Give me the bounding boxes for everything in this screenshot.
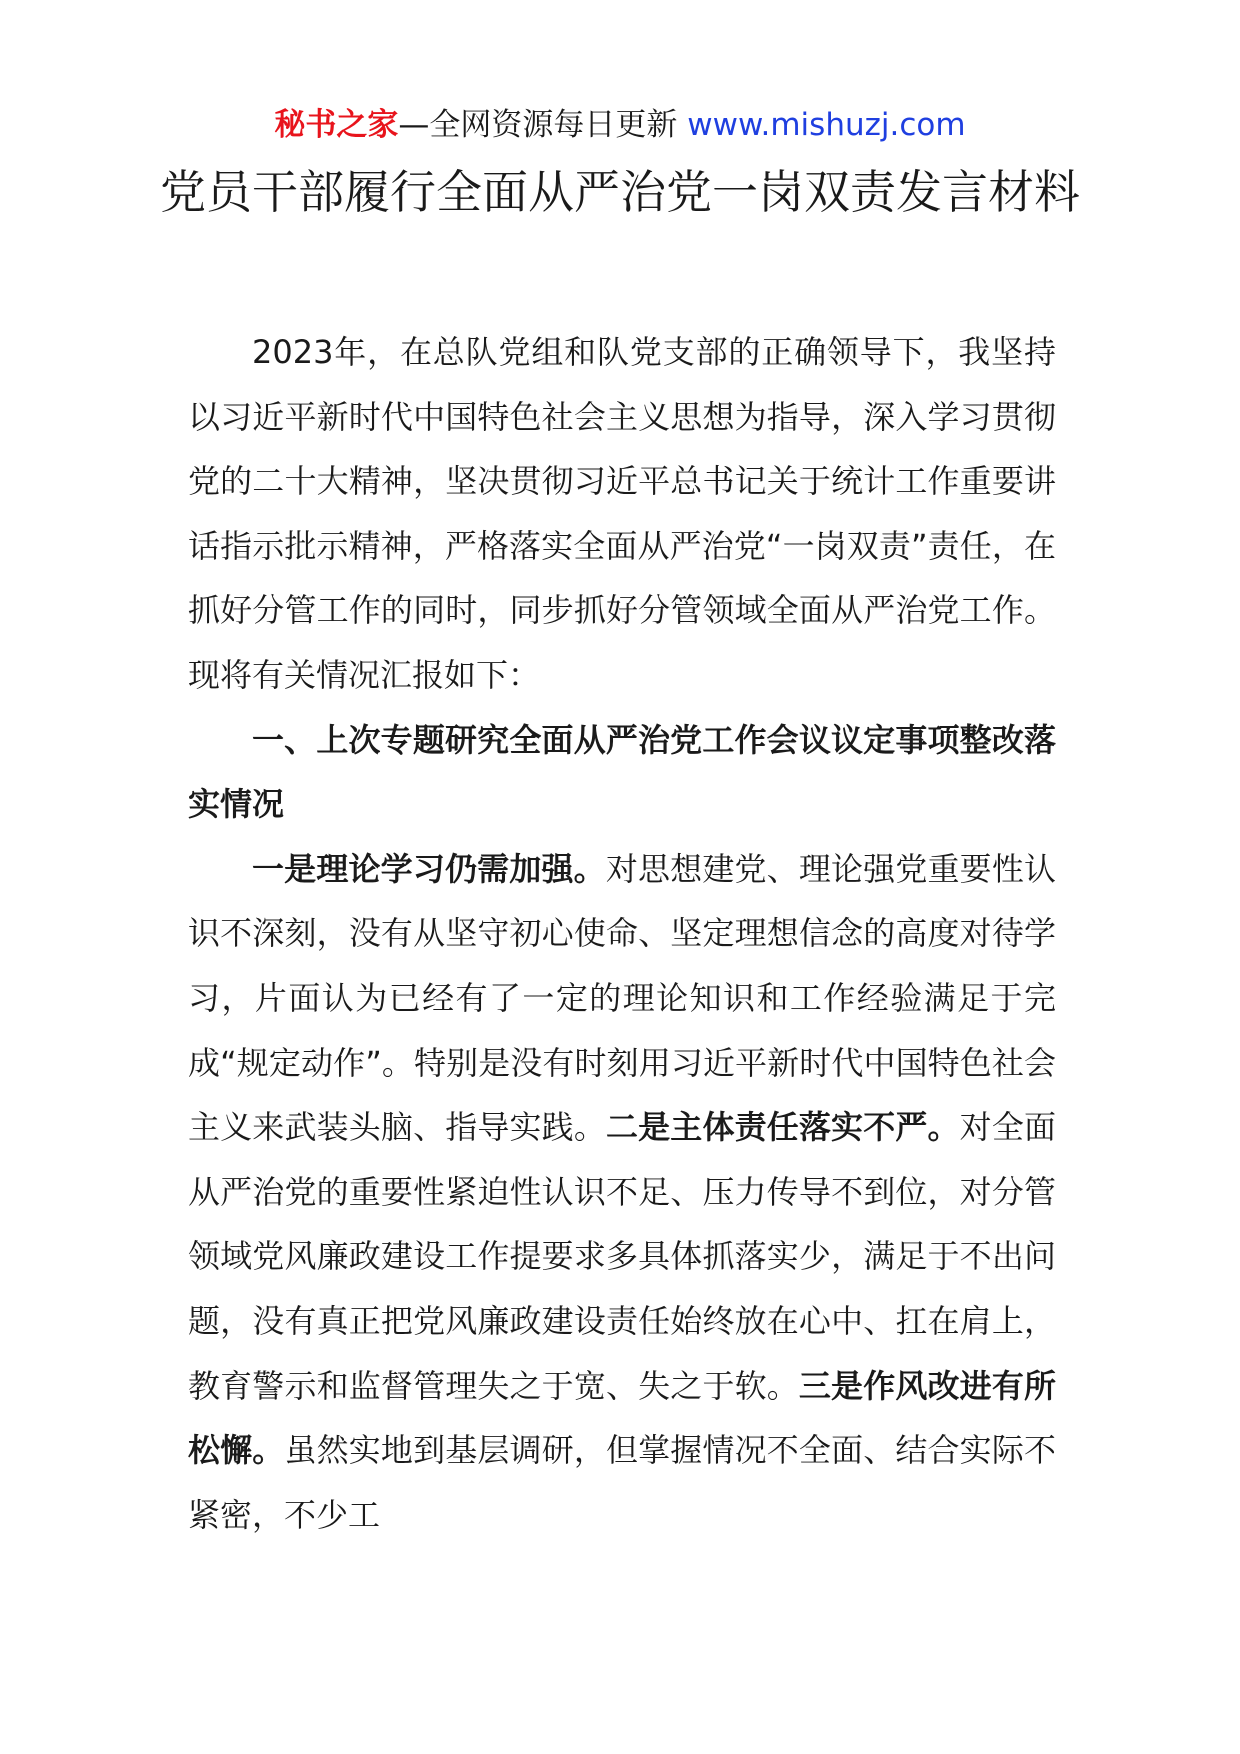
point-3-label: 三是作风改进有所松懈。 [188,1366,1056,1470]
document-title: 党员干部履行全面从严治党一岗双责发言材料 [160,165,1080,219]
banner-brand: 秘书之家 [274,107,399,143]
document-body [188,320,1056,1547]
point-3-text: 虽然实地到基层调研，但掌握情况不全面、结合实际不紧密，不少工 [188,1431,1056,1534]
point-2-text: 对全面从严治党的重要性紧迫性认识不足、压力传导不到位，对分管领域党风廉政建设工作提要求多具体抓落实少，满足于不出问题，没有真正把党风廉政建设责任始终放在心中、扛在肩上，教育警示和监督管理失之于宽、失之于软。 [188,1108,1056,1405]
intro-paragraph: 2023年，在总队党组和队党支部的正确领导下，我坚持以习近平新时代中国特色社会主义思想为指导，深入学习贯彻党的二十大精神，坚决贯彻习近平总书记关于统计工作重要讲话指示批示精神，严格落实全面从严治党“一岗双责”责任，在抓好分管工作的同时，同步抓好分管领域全面从严治党工作。现将有关情况汇报如下： [188,333,1056,694]
points-paragraph [188,837,1056,1548]
banner-url[interactable]: www.mishuzj.com [687,107,966,143]
banner-slogan: —全网资源每日更新 [398,107,678,143]
point-1-text: 对思想建党、理论强党重要性认识不深刻，没有从坚守初心使命、坚定理想信念的高度对待学习，片面认为已经有了一定的理论知识和工作经验满足于完成“规定动作”。特别是没有时刻用习近平新时代中国特色社会主义来武装头脑、指导实践。 [188,849,1056,1147]
point-2-label: 二是主体责任落实不严。 [605,1108,960,1147]
point-1-label: 一是理论学习仍需加强。 [252,849,606,888]
source-banner [0,100,1240,150]
section-heading: 一、上次专题研究全面从严治党工作会议议定事项整改落实情况 [188,720,1056,824]
